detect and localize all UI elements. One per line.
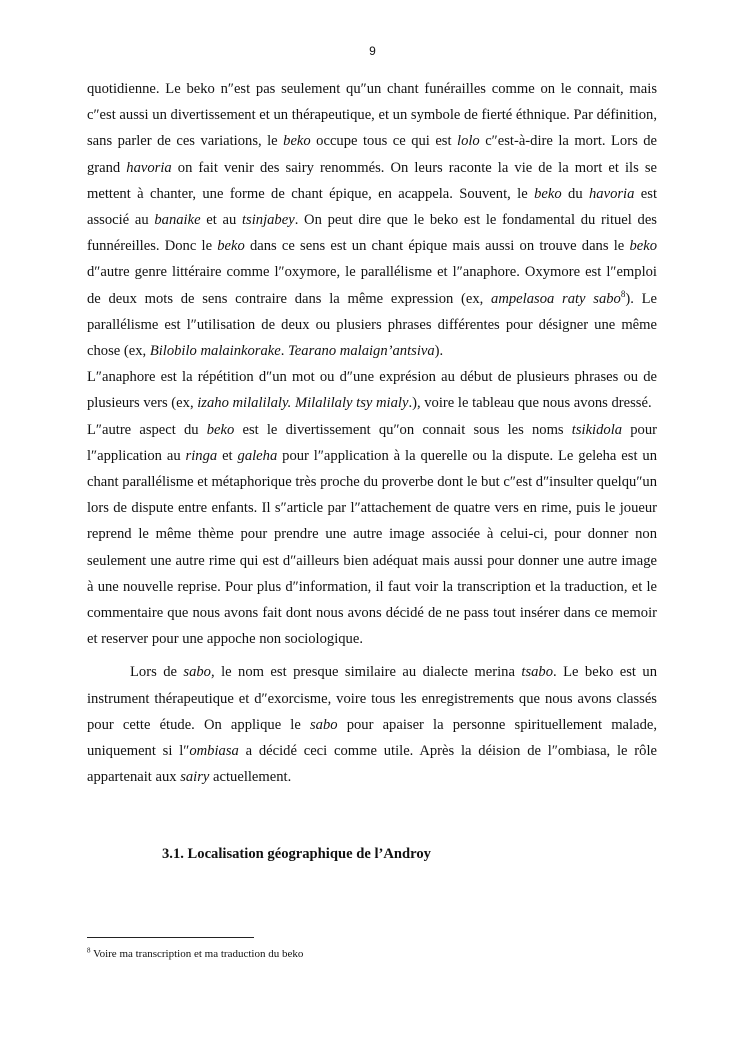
italic-term: Tearano malaign’antsiva [288, 343, 435, 360]
text-run: du [561, 185, 589, 202]
italic-term: beko [629, 238, 657, 255]
text-run: est le divertissement qu″on connait sous les noms [234, 421, 572, 438]
italic-term: tsabo [521, 664, 554, 681]
italic-term: ombiasa [189, 743, 239, 760]
text-run: ). Le parallélisme est l″utilisation de deux ou plusiers phrases différentes pour désigner une même chose (ex, [87, 290, 657, 360]
footnote [87, 948, 303, 960]
text-run: ). [434, 343, 444, 360]
paragraph-divertissement [87, 417, 657, 653]
italic-term: galeha [237, 447, 278, 464]
section-number: 3.1. [162, 846, 184, 862]
page-number: 9 [369, 44, 376, 58]
text-run: pour l″application au [87, 421, 657, 464]
footnote-marker: 8 [87, 946, 91, 955]
italic-term: ringa [185, 447, 218, 464]
italic-term: banaike [154, 212, 201, 229]
text-run: pour l″application à la querelle ou la dispute. Le geleha est un chant parallélisme et métaphorique très proche du proverbe dont le but c″est d″insulter quelqu″un lors de dispute entre enfants. Il s″article par l″attachement de quatre vers en rime, puis le joueur reprend le même thème pour prendre une autre image associée à celui-ci, pour donner non seulement une autre rime qui est d″ailleurs bien adéquat mais aussi pour donner une autre image à une nouvelle reprise. Pour plus d″information, il faut voir la transcription et la traduction, et le commentaire que nous avons fait dont nous avons décidé de ne pass tout insérer dans ce memoir et reserver pour une appoche non sociologique. [87, 447, 657, 648]
text-run: L″anaphore est la répétition d″un mot ou d″une exprésion au début de plusieurs phrases ou de plusieurs vers (ex, [87, 369, 657, 412]
text-run: dans ce sens est un chant épique mais aussi on trouve dans le [244, 238, 630, 255]
italic-term: lolo [457, 133, 480, 150]
italic-term: havoria [589, 185, 635, 202]
italic-term: sairy [180, 769, 210, 786]
text-run: L″autre aspect du [87, 421, 207, 438]
footnote-separator [87, 937, 254, 938]
text-run: . On peut dire que le beko est le fondamental du rituel des funnéreilles. Donc le [87, 212, 657, 255]
italic-term: beko [217, 238, 245, 255]
paragraph-sabo [87, 659, 657, 790]
text-run: c″est-à-dire la mort. Lors de grand [87, 133, 658, 176]
footnote-reference: 8 [620, 288, 626, 299]
italic-term: beko [283, 133, 311, 150]
footnote-text: Voire ma transcription et ma traduction du beko [93, 948, 304, 960]
text-run: , le nom est presque similaire au dialecte merina [210, 664, 522, 681]
body-text [87, 76, 657, 790]
section-heading [162, 846, 431, 863]
paragraph-anaphore [87, 364, 657, 416]
section-title: Localisation géographique de l’Androy [187, 846, 431, 862]
italic-term: izaho milalilaly. Milalilaly tsy mialy [197, 395, 409, 412]
text-run: occupe tous ce qui est [310, 133, 458, 150]
text-run: est associé au [87, 185, 657, 229]
text-run: . [280, 343, 289, 360]
text-run: .), voire le tableau que nous avons dressé. [408, 395, 652, 412]
italic-term: tsikidola [571, 421, 623, 438]
text-run: pour apaiser la personne spirituellement malade, uniquement si l″ [87, 716, 657, 760]
text-run: quotidienne. Le beko n″est pas seulement qu″un chant funérailles comme on le connait, mais c″est aussi un divertissement et un thérapeutique, et un symbole de fierté éthnique. Par définition, sans parler de ces variations, le [87, 81, 657, 150]
text-run: et [217, 447, 238, 464]
text-run: . Le beko est un instrument thérapeutique et d″exorcisme, voire tous les enregistrements que nous avons classés pour cette étude. On applique le [87, 664, 657, 733]
italic-term: sabo [183, 664, 211, 681]
italic-term: havoria [126, 159, 172, 176]
text-run: et au [200, 212, 242, 229]
italic-term: beko [534, 185, 562, 202]
text-run: Lors de [130, 664, 184, 681]
italic-term: Bilobilo malainkorake [149, 343, 281, 360]
text-run: actuellement. [209, 769, 292, 786]
italic-term: ampelasoa raty sabo [491, 290, 621, 307]
paragraph-beko-genres [87, 76, 657, 364]
text-run: a décidé ceci comme utile. Après la déision de l″ombiasa, le rôle appartenait aux [87, 743, 657, 786]
italic-term: tsinjabey [241, 212, 295, 229]
italic-term: sabo [309, 716, 338, 733]
text-run: on fait venir des sairy renommés. On leurs raconte la vie de la mort et ils se mettent à chanter, une forme de chant épique, en acappela. Souvent, le [87, 159, 657, 202]
italic-term: beko [206, 421, 235, 438]
text-run: d″autre genre littéraire comme l″oxymore, le parallélisme et l″anaphore. Oxymore est l″emploi de deux mots de sens contraire dans la même expression (ex, [87, 264, 657, 307]
